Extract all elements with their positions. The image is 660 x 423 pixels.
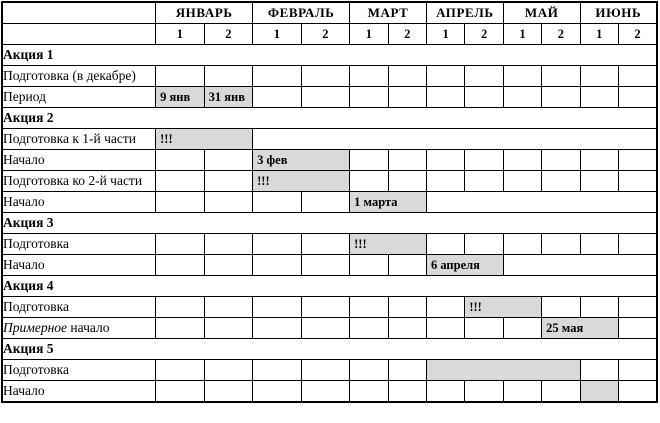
section-title: Акция 2 [2,108,657,129]
gantt-cell [350,150,388,171]
gantt-bar: !!! [350,234,427,255]
gantt-cell [503,171,541,192]
gantt-cell [253,66,302,87]
task-row [2,129,657,150]
gantt-cell [156,360,205,381]
month-header: ФЕВРАЛЬ [253,2,350,24]
gantt-cell [503,150,541,171]
gantt-cell [350,318,388,339]
gantt-empty-span [503,255,657,276]
month-header: МАЙ [503,2,580,24]
gantt-cell [350,171,388,192]
gantt-cell [580,234,618,255]
task-row [2,150,657,171]
gantt-cell [388,66,426,87]
gantt-cell [619,360,658,381]
gantt-bar: 9 янв [156,87,205,108]
gantt-cell [426,381,464,403]
gantt-cell [204,234,253,255]
gantt-bar: 1 марта [350,192,427,213]
gantt-cell [204,381,253,403]
gantt-cell [580,150,618,171]
gantt-cell [350,360,388,381]
gantt-cell [619,297,658,318]
gantt-cell [156,66,205,87]
row-label [2,171,156,192]
half-month-header: 2 [465,24,503,45]
row-label-text: Подготовка [3,299,69,314]
gantt-cell [542,381,580,403]
gantt-cell [204,318,253,339]
gantt-bar: !!! [156,129,253,150]
gantt-cell [350,297,388,318]
half-columns-row [2,24,657,45]
gantt-cell [619,66,658,87]
gantt-cell [301,66,350,87]
gantt-cell [253,255,302,276]
gantt-cell [619,87,658,108]
gantt-cell [426,318,464,339]
month-header: ЯНВАРЬ [156,2,253,24]
gantt-cell [350,87,388,108]
row-label [2,129,156,150]
gantt-bar: !!! [253,171,350,192]
task-row [2,66,657,87]
gantt-cell [503,87,541,108]
table-body [2,45,657,403]
row-label-text: Начало [3,383,45,398]
gantt-cell [204,66,253,87]
gantt-bar: 31 янв [204,87,253,108]
gantt-cell [253,297,302,318]
row-label [2,360,156,381]
half-month-header: 1 [350,24,388,45]
gantt-cell [580,66,618,87]
row-label-text: Подготовка (в декабре) [3,68,136,83]
gantt-cell [542,171,580,192]
gantt-cell [388,171,426,192]
gantt-cell [388,297,426,318]
row-label [2,66,156,87]
gantt-cell [301,297,350,318]
gantt-cell [426,297,464,318]
gantt-cell [204,255,253,276]
table-header [2,2,657,45]
gantt-cell [301,360,350,381]
gantt-cell [465,87,503,108]
half-month-header: 1 [156,24,205,45]
gantt-cell [156,381,205,403]
section-row [2,108,657,129]
month-header: МАРТ [350,2,427,24]
gantt-cell [503,66,541,87]
month-header: АПРЕЛЬ [426,2,503,24]
gantt-cell [503,234,541,255]
corner-cell [2,24,156,45]
gantt-cell [426,66,464,87]
gantt-cell [301,318,350,339]
gantt-cell [156,192,205,213]
task-row [2,381,657,403]
section-title: Акция 3 [2,213,657,234]
gantt-cell [465,150,503,171]
section-row [2,45,657,66]
half-month-header: 2 [301,24,350,45]
row-label-text: Подготовка [3,362,69,377]
gantt-cell [156,318,205,339]
gantt-cell [619,171,658,192]
gantt-bar: 25 мая [542,318,619,339]
gantt-cell [301,87,350,108]
task-row [2,318,657,339]
row-label-text: Подготовка [3,236,69,251]
row-label-text: Начало [3,257,45,272]
gantt-cell [580,87,618,108]
gantt-cell [156,255,205,276]
gantt-cell [503,381,541,403]
section-title: Акция 5 [2,339,657,360]
gantt-cell [301,192,350,213]
gantt-bar [426,360,580,381]
gantt-cell [426,234,464,255]
row-label [2,150,156,171]
task-row [2,171,657,192]
gantt-cell [350,381,388,403]
row-label-text: Подготовка к 1-й части [3,131,136,146]
gantt-cell [301,381,350,403]
gantt-cell [253,381,302,403]
gantt-cell [253,234,302,255]
gantt-cell [542,150,580,171]
corner-cell [2,2,156,24]
half-month-header: 1 [426,24,464,45]
gantt-cell [253,87,302,108]
gantt-cell [542,234,580,255]
gantt-cell [301,255,350,276]
gantt-cell [156,150,205,171]
gantt-cell [619,150,658,171]
gantt-cell [388,318,426,339]
half-month-header: 2 [619,24,658,45]
section-row [2,276,657,297]
gantt-cell [388,150,426,171]
gantt-cell [156,171,205,192]
half-month-header: 2 [204,24,253,45]
task-row [2,297,657,318]
gantt-cell [503,318,541,339]
half-month-header: 1 [253,24,302,45]
gantt-cell [204,297,253,318]
gantt-cell [388,87,426,108]
gantt-cell [542,297,580,318]
row-label [2,381,156,403]
gantt-empty-span [426,192,657,213]
gantt-cell [253,360,302,381]
gantt-cell [580,360,618,381]
gantt-cell [253,192,302,213]
gantt-cell [619,381,658,403]
gantt-cell [204,171,253,192]
row-label [2,318,156,339]
gantt-cell [426,171,464,192]
row-label-text: Подготовка ко 2-й части [3,173,143,188]
section-row [2,339,657,360]
gantt-cell [350,255,388,276]
gantt-cell [388,381,426,403]
gantt-cell [301,234,350,255]
task-row [2,255,657,276]
section-title: Акция 1 [2,45,657,66]
task-row [2,234,657,255]
gantt-cell [619,234,658,255]
month-header: ИЮНЬ [580,2,657,24]
row-label [2,87,156,108]
gantt-bar: 6 апреля [426,255,503,276]
gantt-cell [253,318,302,339]
gantt-cell [465,318,503,339]
row-label [2,255,156,276]
gantt-cell [580,171,618,192]
gantt-empty-span [253,129,657,150]
row-label [2,297,156,318]
section-row [2,213,657,234]
gantt-cell [542,87,580,108]
row-label-text: Период [3,89,46,104]
gantt-cell [619,318,658,339]
gantt-bar: 3 фев [253,150,350,171]
gantt-cell [580,297,618,318]
half-month-header: 2 [542,24,580,45]
task-row [2,192,657,213]
row-label [2,192,156,213]
gantt-cell [426,87,464,108]
gantt-cell [388,360,426,381]
task-row [2,87,657,108]
gantt-bar: !!! [465,297,542,318]
gantt-cell [156,234,205,255]
row-label [2,234,156,255]
gantt-cell [542,66,580,87]
gantt-cell [350,66,388,87]
gantt-cell [426,150,464,171]
row-label-text: Начало [3,194,45,209]
gantt-cell [204,150,253,171]
gantt-bar [580,381,618,403]
gantt-cell [465,66,503,87]
gantt-table [1,1,658,403]
months-row [2,2,657,24]
row-label-text: Начало [3,152,45,167]
section-title: Акция 4 [2,276,657,297]
row-label-text: Примерное [3,320,68,335]
gantt-cell [156,297,205,318]
row-label-text: начало [67,320,110,335]
gantt-cell [204,360,253,381]
task-row [2,360,657,381]
gantt-cell [465,234,503,255]
gantt-cell [204,192,253,213]
half-month-header: 2 [388,24,426,45]
half-month-header: 1 [503,24,541,45]
gantt-cell [465,171,503,192]
half-month-header: 1 [580,24,618,45]
gantt-cell [388,255,426,276]
gantt-cell [465,381,503,403]
